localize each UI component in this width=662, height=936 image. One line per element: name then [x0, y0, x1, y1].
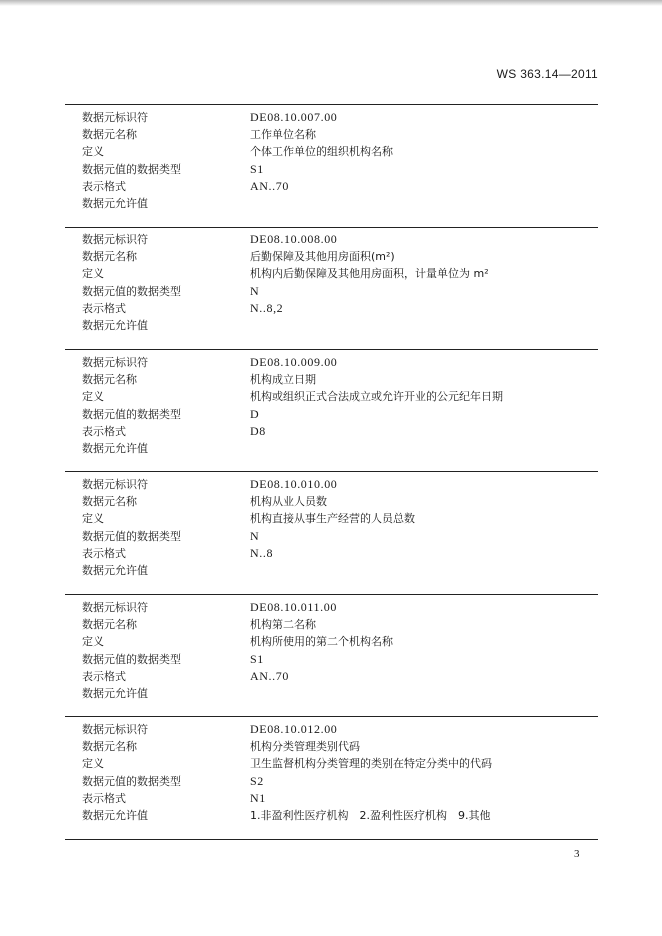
- separator-rule: [65, 594, 598, 595]
- definition-value: 机构直接从事生产经营的人员总数: [250, 512, 415, 526]
- identifier-value: DE08.10.009.00: [250, 355, 338, 369]
- identifier-label: 数据元标识符: [82, 601, 148, 614]
- definition-value: 机构所使用的第二个机构名称: [250, 635, 393, 649]
- definition-row: [65, 388, 598, 405]
- format-row: [65, 790, 598, 807]
- data-element-record: [65, 599, 598, 702]
- allowed-value: 1.非盈利性医疗机构 2.盈利性医疗机构 9.其他: [250, 808, 491, 822]
- allowed-label: 数据元允许值: [82, 808, 148, 822]
- datatype-row: [65, 651, 598, 668]
- allowed-label: 数据元允许值: [82, 441, 148, 455]
- allowed-label: 数据元允许值: [82, 563, 148, 577]
- identifier-row: [65, 599, 598, 616]
- format-row: [65, 668, 598, 685]
- definition-row: [65, 633, 598, 650]
- format-row: [65, 300, 598, 317]
- datatype-value: N: [250, 528, 260, 543]
- name-row: [65, 248, 598, 265]
- name-row: [65, 493, 598, 510]
- format-label: 表示格式: [82, 301, 126, 315]
- identifier-label: 数据元标识符: [82, 233, 148, 246]
- datatype-value: S1: [250, 161, 264, 176]
- format-value: AN..70: [250, 178, 289, 193]
- definition-row: [65, 755, 598, 772]
- scan-edge: [0, 0, 662, 6]
- data-element-record: [65, 109, 598, 212]
- separator-rule: [65, 839, 598, 840]
- format-row: [65, 423, 598, 440]
- definition-value: 机构或组织正式合法成立或允许开业的公元纪年日期: [250, 390, 503, 404]
- name-row: [65, 616, 598, 633]
- name-label: 数据元名称: [82, 128, 137, 142]
- identifier-value: DE08.10.011.00: [250, 600, 337, 614]
- separator-rule: [65, 716, 598, 717]
- identifier-value: DE08.10.007.00: [250, 110, 338, 124]
- definition-row: [65, 265, 598, 282]
- name-value: 后勤保障及其他用房面积(m²): [250, 250, 395, 264]
- datatype-label: 数据元值的数据类型: [82, 284, 181, 298]
- allowed-row: [65, 195, 598, 212]
- identifier-value: DE08.10.008.00: [250, 232, 338, 246]
- data-element-record: [65, 476, 598, 579]
- definition-label: 定义: [82, 267, 104, 281]
- name-value: 机构从业人员数: [250, 495, 327, 509]
- format-value: D8: [250, 423, 266, 438]
- name-label: 数据元名称: [82, 495, 137, 509]
- name-row: [65, 126, 598, 143]
- format-label: 表示格式: [82, 791, 126, 805]
- format-value: N..8: [250, 545, 274, 560]
- allowed-row: [65, 685, 598, 702]
- name-value: 机构第二名称: [250, 618, 316, 632]
- name-value: 工作单位名称: [250, 128, 316, 142]
- allowed-row: [65, 440, 598, 457]
- separator-rule: [65, 104, 598, 105]
- page-number: 3: [574, 848, 580, 860]
- definition-row: [65, 510, 598, 527]
- name-value: 机构分类管理类别代码: [250, 740, 360, 754]
- allowed-row: [65, 562, 598, 579]
- datatype-label: 数据元值的数据类型: [82, 774, 181, 788]
- definition-label: 定义: [82, 757, 104, 771]
- definition-value: 卫生监督机构分类管理的类别在特定分类中的代码: [250, 757, 492, 771]
- identifier-value: DE08.10.010.00: [250, 477, 338, 491]
- datatype-row: [65, 283, 598, 300]
- definition-value: 机构内后勤保障及其他用房面积，计量单位为 m²: [250, 267, 489, 281]
- definition-label: 定义: [82, 635, 104, 649]
- datatype-value: S1: [250, 651, 264, 666]
- name-label: 数据元名称: [82, 373, 137, 387]
- format-row: [65, 545, 598, 562]
- allowed-label: 数据元允许值: [82, 196, 148, 210]
- identifier-label: 数据元标识符: [82, 723, 148, 736]
- datatype-row: [65, 161, 598, 178]
- identifier-row: [65, 721, 598, 738]
- definition-label: 定义: [82, 512, 104, 526]
- definition-value: 个体工作单位的组织机构名称: [250, 145, 393, 159]
- identifier-row: [65, 354, 598, 371]
- datatype-value: S2: [250, 773, 264, 788]
- identifier-label: 数据元标识符: [82, 478, 148, 491]
- format-label: 表示格式: [82, 669, 126, 683]
- data-element-record: [65, 354, 598, 457]
- format-row: [65, 178, 598, 195]
- datatype-label: 数据元值的数据类型: [82, 529, 181, 543]
- separator-rule: [65, 471, 598, 472]
- datatype-label: 数据元值的数据类型: [82, 162, 181, 176]
- format-value: N..8,2: [250, 300, 284, 315]
- datatype-value: N: [250, 283, 260, 298]
- format-value: N1: [250, 790, 266, 805]
- allowed-row: [65, 807, 598, 824]
- allowed-label: 数据元允许值: [82, 686, 148, 700]
- datatype-value: D: [250, 406, 260, 421]
- identifier-row: [65, 231, 598, 248]
- allowed-label: 数据元允许值: [82, 318, 148, 332]
- document-code: WS 363.14—2011: [496, 67, 598, 81]
- name-row: [65, 371, 598, 388]
- separator-rule: [65, 227, 598, 228]
- datatype-label: 数据元值的数据类型: [82, 652, 181, 666]
- name-label: 数据元名称: [82, 618, 137, 632]
- name-row: [65, 738, 598, 755]
- format-label: 表示格式: [82, 179, 126, 193]
- definition-label: 定义: [82, 390, 104, 404]
- identifier-label: 数据元标识符: [82, 356, 148, 369]
- definition-row: [65, 143, 598, 160]
- identifier-label: 数据元标识符: [82, 111, 148, 124]
- data-element-record: [65, 231, 598, 334]
- name-label: 数据元名称: [82, 250, 137, 264]
- data-element-record: [65, 721, 598, 824]
- definition-label: 定义: [82, 145, 104, 159]
- identifier-value: DE08.10.012.00: [250, 722, 338, 736]
- identifier-row: [65, 109, 598, 126]
- allowed-row: [65, 317, 598, 334]
- format-label: 表示格式: [82, 546, 126, 560]
- datatype-label: 数据元值的数据类型: [82, 407, 181, 421]
- datatype-row: [65, 528, 598, 545]
- name-value: 机构成立日期: [250, 373, 316, 387]
- separator-rule: [65, 349, 598, 350]
- datatype-row: [65, 773, 598, 790]
- identifier-row: [65, 476, 598, 493]
- format-label: 表示格式: [82, 424, 126, 438]
- format-value: AN..70: [250, 668, 289, 683]
- name-label: 数据元名称: [82, 740, 137, 754]
- datatype-row: [65, 406, 598, 423]
